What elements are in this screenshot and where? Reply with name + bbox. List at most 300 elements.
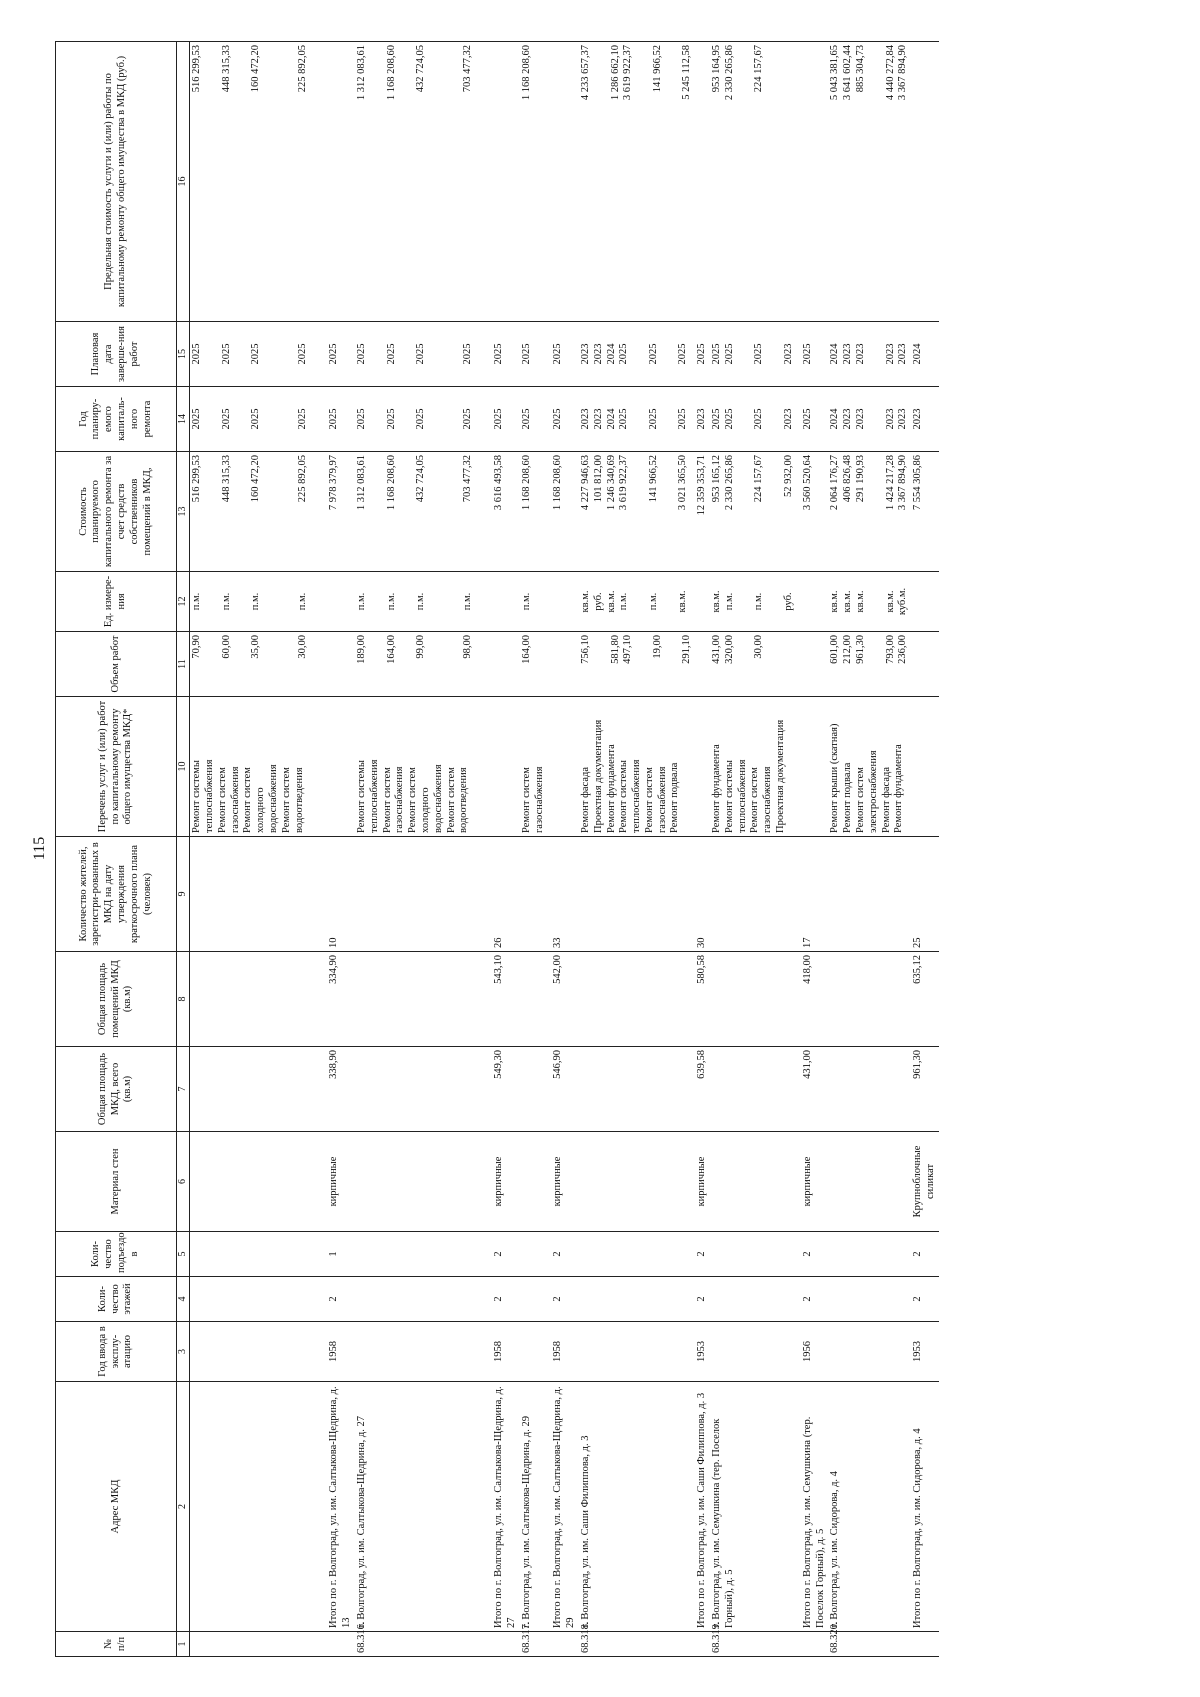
work-unit: п.м. bbox=[647, 592, 659, 611]
work-cost: 141 966,52 bbox=[647, 455, 659, 503]
line-spacer bbox=[631, 325, 648, 383]
work-cost: 2 330 265,86 bbox=[723, 455, 735, 511]
empty-cell bbox=[911, 572, 939, 632]
work-limit: 160 472,20 bbox=[250, 45, 262, 93]
line-spacer bbox=[234, 575, 251, 628]
line-spacer bbox=[661, 455, 678, 568]
line-spacer bbox=[737, 455, 754, 568]
line-spacer bbox=[445, 635, 462, 693]
work-unit: руб. bbox=[592, 592, 604, 611]
area-premises: 334,90 bbox=[327, 952, 355, 1047]
work-unit: куб.м. bbox=[897, 587, 909, 616]
line-spacer bbox=[474, 455, 491, 568]
empty-cell bbox=[911, 697, 939, 837]
work-end-date: 2025 bbox=[461, 343, 473, 365]
work-name: газоснабжения bbox=[394, 766, 406, 833]
empty-cell bbox=[190, 1047, 328, 1132]
work-name: газоснабжения bbox=[656, 766, 668, 833]
work-list bbox=[828, 697, 911, 837]
work-volume: 60,00 bbox=[220, 635, 232, 659]
work-name: Ремонт систем bbox=[216, 767, 228, 833]
work-units bbox=[520, 572, 552, 632]
total-year: 2023 bbox=[695, 387, 710, 452]
empty-cell bbox=[695, 1632, 710, 1657]
line-spacer bbox=[665, 45, 682, 318]
line-spacer bbox=[868, 45, 885, 318]
work-name: холодного bbox=[255, 787, 267, 833]
works-row bbox=[579, 42, 695, 1657]
work-name: холодного bbox=[419, 787, 431, 833]
empty-cell bbox=[828, 1132, 911, 1232]
works-row bbox=[520, 42, 552, 1657]
area-total: 639,58 bbox=[695, 1047, 710, 1132]
line-spacer bbox=[398, 45, 415, 318]
total-end-date: 2025 bbox=[492, 322, 520, 387]
work-end-dates bbox=[579, 322, 695, 387]
area-premises: 635,12 bbox=[911, 952, 939, 1047]
total-row bbox=[911, 42, 939, 1657]
work-cost: 224 157,67 bbox=[753, 455, 765, 503]
work-year: 2025 bbox=[723, 408, 735, 430]
wall-material: кирпичные bbox=[551, 1132, 579, 1232]
work-volume: 19,00 bbox=[651, 635, 663, 659]
work-unit: п.м. bbox=[461, 592, 473, 611]
wall-material: Крупноблочные силикат bbox=[911, 1132, 939, 1232]
empty-cell bbox=[695, 572, 710, 632]
column-number-cell: 10 bbox=[177, 697, 190, 837]
empty-cell bbox=[710, 1047, 801, 1132]
work-volume: 320,00 bbox=[723, 635, 735, 664]
total-row bbox=[695, 42, 710, 1657]
work-units bbox=[710, 572, 801, 632]
empty-cell bbox=[579, 837, 695, 952]
entrances: 1 bbox=[327, 1232, 355, 1277]
area-total: 549,30 bbox=[492, 1047, 520, 1132]
line-spacer bbox=[310, 635, 327, 693]
line-spacer bbox=[868, 390, 885, 448]
line-spacer bbox=[310, 455, 327, 568]
work-year: 2025 bbox=[753, 408, 765, 430]
work-volumes bbox=[190, 632, 328, 697]
line-spacer bbox=[474, 390, 491, 448]
work-volume: 581,80 bbox=[609, 635, 621, 664]
work-volume: 431,00 bbox=[711, 635, 723, 664]
empty-cell bbox=[695, 697, 710, 837]
house-record bbox=[710, 42, 828, 1657]
column-number-cell: 5 bbox=[177, 1232, 190, 1277]
line-spacer bbox=[534, 635, 551, 693]
work-unit: п.м. bbox=[355, 592, 367, 611]
line-spacer bbox=[534, 455, 551, 568]
empty-cell bbox=[710, 837, 801, 952]
work-name: водоснабжения bbox=[432, 764, 444, 833]
area-premises: 542,00 bbox=[551, 952, 579, 1047]
record-address bbox=[190, 1382, 328, 1632]
line-spacer bbox=[263, 575, 280, 628]
header-cell: Предельная стоимость услуги и (или) работы по капитальному ремонту общего имущества в МКД (руб.) bbox=[56, 42, 177, 322]
work-units bbox=[828, 572, 911, 632]
work-cost: 432 724,05 bbox=[415, 455, 427, 503]
work-name: Проектная документация bbox=[592, 719, 604, 833]
work-limit: 1 312 083,61 bbox=[355, 45, 367, 101]
entrances: 2 bbox=[801, 1232, 829, 1277]
line-spacer bbox=[766, 635, 783, 693]
work-unit: п.м. bbox=[753, 592, 765, 611]
line-spacer bbox=[445, 575, 462, 628]
total-cost: 7 554 305,86 bbox=[911, 452, 939, 572]
work-name: Ремонт подвала bbox=[842, 762, 854, 833]
line-spacer bbox=[369, 635, 386, 693]
work-name: Ремонт систем bbox=[643, 767, 655, 833]
empty-cell bbox=[190, 1232, 328, 1277]
work-limits bbox=[520, 42, 552, 322]
work-volume: 793,00 bbox=[884, 635, 896, 664]
line-spacer bbox=[661, 575, 678, 628]
column-number-cell: 16 bbox=[177, 42, 190, 322]
empty-cell bbox=[828, 952, 911, 1047]
line-spacer bbox=[398, 325, 415, 383]
total-label: Итого по г. Волгоград, ул. им. Семушкина (тер. Поселок Горный), д. 5 bbox=[801, 1382, 829, 1632]
empty-cell bbox=[579, 1277, 695, 1322]
work-cost: 2 064 176,27 bbox=[829, 455, 841, 511]
work-name: Ремонт фасада bbox=[880, 766, 892, 833]
column-number-cell: 7 bbox=[177, 1047, 190, 1132]
work-volume: 98,00 bbox=[461, 635, 473, 659]
work-volumes bbox=[520, 632, 552, 697]
works-row bbox=[355, 42, 492, 1657]
work-years bbox=[710, 387, 801, 452]
empty-cell bbox=[828, 1232, 911, 1277]
empty-cell bbox=[492, 572, 520, 632]
line-spacer bbox=[737, 635, 754, 693]
work-cost: 52 932,00 bbox=[783, 455, 795, 497]
work-units bbox=[579, 572, 695, 632]
work-volume: 291,10 bbox=[681, 635, 693, 664]
work-name: газоснабжения bbox=[762, 766, 774, 833]
header-cell: Год планиру-емого капиталь-ного ремонта bbox=[56, 387, 177, 452]
total-end-date: 2025 bbox=[801, 322, 829, 387]
work-limit: 1 286 662,10 bbox=[609, 45, 621, 101]
empty-cell bbox=[801, 697, 829, 837]
line-spacer bbox=[369, 45, 386, 318]
header-cell: Общая площадь МКД, всего (кв.м) bbox=[56, 1047, 177, 1132]
column-number-cell: 1 bbox=[177, 1632, 190, 1657]
empty-cell bbox=[355, 1047, 492, 1132]
work-name: Ремонт систем bbox=[242, 767, 254, 833]
works-row bbox=[190, 42, 328, 1657]
work-end-date: 2023 bbox=[855, 343, 867, 365]
column-number-cell: 9 bbox=[177, 837, 190, 952]
line-spacer bbox=[204, 325, 221, 383]
year-built: 1956 bbox=[801, 1322, 829, 1382]
total-row bbox=[492, 42, 520, 1657]
line-spacer bbox=[766, 575, 783, 628]
work-year: 2025 bbox=[191, 408, 203, 430]
work-name: электроснабжения bbox=[867, 750, 879, 833]
work-cost: 953 165,12 bbox=[711, 455, 723, 503]
line-spacer bbox=[428, 455, 445, 568]
total-cost: 7 978 379,97 bbox=[327, 452, 355, 572]
column-number-cell: 13 bbox=[177, 452, 190, 572]
entrances: 2 bbox=[551, 1232, 579, 1277]
work-limit: 4 440 272,84 bbox=[884, 45, 896, 101]
empty-cell bbox=[579, 1047, 695, 1132]
work-years bbox=[520, 387, 552, 452]
work-year: 2024 bbox=[605, 408, 617, 430]
work-units bbox=[355, 572, 492, 632]
line-spacer bbox=[234, 455, 251, 568]
work-cost: 1 246 340,69 bbox=[605, 455, 617, 511]
total-label: Итого по г. Волгоград, ул. им. Саши Филиппова, д. 3 bbox=[695, 1382, 710, 1632]
work-name: Ремонт систем bbox=[749, 767, 761, 833]
work-volume: 164,00 bbox=[385, 635, 397, 664]
work-limits bbox=[190, 42, 328, 322]
column-number-cell: 2 bbox=[177, 1382, 190, 1632]
line-spacer bbox=[398, 635, 415, 693]
line-spacer bbox=[661, 325, 678, 383]
empty-cell bbox=[801, 572, 829, 632]
line-spacer bbox=[766, 325, 783, 383]
work-limit: 885 304,73 bbox=[855, 45, 867, 93]
area-premises: 543,10 bbox=[492, 952, 520, 1047]
work-list bbox=[355, 697, 492, 837]
total-label: Итого по г. Волгоград, ул. им. Сидорова, д. 4 bbox=[911, 1382, 939, 1632]
work-volume: 30,00 bbox=[753, 635, 765, 659]
line-spacer bbox=[783, 635, 800, 693]
work-volume: 189,00 bbox=[355, 635, 367, 664]
header-cell: Материал стен bbox=[56, 1132, 177, 1232]
work-limit: 448 315,33 bbox=[220, 45, 232, 93]
column-number-cell: 14 bbox=[177, 387, 190, 452]
line-spacer bbox=[428, 390, 445, 448]
line-spacer bbox=[428, 325, 445, 383]
empty-cell bbox=[801, 632, 829, 697]
work-volume: 236,00 bbox=[897, 635, 909, 664]
work-end-date: 2025 bbox=[618, 343, 630, 365]
work-year: 2025 bbox=[385, 408, 397, 430]
total-cost: 1 168 208,60 bbox=[551, 452, 579, 572]
empty-cell bbox=[190, 1132, 328, 1232]
work-cost: 3 619 922,37 bbox=[618, 455, 630, 511]
work-name: теплоснабжения bbox=[203, 759, 215, 833]
total-cost: 12 359 353,71 bbox=[695, 452, 710, 572]
work-name: Ремонт систем bbox=[407, 767, 419, 833]
line-spacer bbox=[280, 45, 297, 318]
line-spacer bbox=[234, 635, 251, 693]
header-cell: Общая площадь помещений МКД (кв.м) bbox=[56, 952, 177, 1047]
work-name: теплоснабжения bbox=[736, 759, 748, 833]
work-end-dates bbox=[190, 322, 328, 387]
work-cost: 3 021 365,50 bbox=[677, 455, 689, 511]
work-end-dates bbox=[828, 322, 911, 387]
work-volume: 497,10 bbox=[622, 635, 634, 664]
work-costs bbox=[710, 452, 801, 572]
work-unit: кв.м. bbox=[677, 590, 689, 613]
line-spacer bbox=[868, 455, 885, 568]
work-list bbox=[710, 697, 801, 837]
record-number: 68.320. bbox=[828, 1632, 911, 1657]
work-year: 2025 bbox=[250, 408, 262, 430]
work-unit: п.м. bbox=[250, 592, 262, 611]
work-years bbox=[579, 387, 695, 452]
work-limit: 4 233 657,37 bbox=[579, 45, 591, 101]
work-limit: 516 299,53 bbox=[191, 45, 203, 93]
work-volumes bbox=[710, 632, 801, 697]
column-number-cell: 15 bbox=[177, 322, 190, 387]
work-year: 2023 bbox=[842, 408, 854, 430]
area-premises: 418,00 bbox=[801, 952, 829, 1047]
work-end-date: 2025 bbox=[296, 343, 308, 365]
record-number: 68.319. bbox=[710, 1632, 801, 1657]
page-number: 115 bbox=[31, 836, 48, 861]
line-spacer bbox=[445, 325, 462, 383]
work-name: Ремонт фундамента bbox=[605, 744, 617, 833]
line-spacer bbox=[398, 390, 415, 448]
line-spacer bbox=[631, 455, 648, 568]
empty-cell bbox=[492, 697, 520, 837]
line-spacer bbox=[665, 635, 682, 693]
column-number-cell: 11 bbox=[177, 632, 190, 697]
empty-cell bbox=[828, 837, 911, 952]
line-spacer bbox=[631, 390, 648, 448]
work-costs bbox=[579, 452, 695, 572]
work-unit: п.м. bbox=[415, 592, 427, 611]
work-name: Ремонт фундамента bbox=[711, 744, 723, 833]
empty-cell bbox=[492, 632, 520, 697]
work-cost: 1 424 217,28 bbox=[884, 455, 896, 511]
column-number-cell: 3 bbox=[177, 1322, 190, 1382]
line-spacer bbox=[631, 575, 648, 628]
work-volume: 30,00 bbox=[296, 635, 308, 659]
header-cell: Плановая дата заверше-ния работ bbox=[56, 322, 177, 387]
work-name: водоснабжения bbox=[267, 764, 279, 833]
entrances: 2 bbox=[911, 1232, 939, 1277]
entrances: 2 bbox=[492, 1232, 520, 1277]
work-end-date: 2025 bbox=[355, 343, 367, 365]
empty-cell bbox=[327, 572, 355, 632]
work-unit: п.м. bbox=[723, 592, 735, 611]
line-spacer bbox=[737, 390, 754, 448]
work-year: 2025 bbox=[296, 408, 308, 430]
work-year: 2025 bbox=[647, 408, 659, 430]
work-unit: кв.м. bbox=[605, 590, 617, 613]
entrances: 2 bbox=[695, 1232, 710, 1277]
line-spacer bbox=[766, 45, 783, 318]
total-end-date: 2025 bbox=[551, 322, 579, 387]
work-list bbox=[190, 697, 328, 837]
line-spacer bbox=[369, 575, 386, 628]
line-spacer bbox=[635, 45, 652, 318]
work-end-date: 2023 bbox=[783, 343, 795, 365]
work-limit: 5 043 381,65 bbox=[829, 45, 841, 101]
column-number-row bbox=[177, 42, 190, 1657]
area-total: 338,90 bbox=[327, 1047, 355, 1132]
line-spacer bbox=[280, 635, 297, 693]
header-cell: Ед. измере-ния bbox=[56, 572, 177, 632]
work-cost: 1 312 083,61 bbox=[355, 455, 367, 511]
column-number-cell: 6 bbox=[177, 1132, 190, 1232]
work-years bbox=[828, 387, 911, 452]
work-year: 2023 bbox=[783, 408, 795, 430]
work-end-dates bbox=[355, 322, 492, 387]
column-number-cell: 8 bbox=[177, 952, 190, 1047]
record-address: г. Волгоград, ул. им. Салтыкова-Щедрина, д. 27 bbox=[355, 1382, 492, 1632]
header-row bbox=[56, 42, 177, 1657]
work-name: Ремонт системы bbox=[355, 760, 367, 833]
header-cell: Перечень услуг и (или) работ по капитальному ремонту общего имущества МКД* bbox=[56, 697, 177, 837]
empty-cell bbox=[520, 1322, 552, 1382]
header-cell: Объем работ bbox=[56, 632, 177, 697]
total-row bbox=[551, 42, 579, 1657]
line-spacer bbox=[445, 455, 462, 568]
line-spacer bbox=[428, 635, 445, 693]
work-year: 2025 bbox=[415, 408, 427, 430]
empty-cell bbox=[355, 1277, 492, 1322]
header-cell: Год ввода в эксплу-атацию bbox=[56, 1322, 177, 1382]
empty-cell bbox=[551, 42, 579, 322]
work-end-date: 2023 bbox=[592, 343, 604, 365]
work-year: 2025 bbox=[618, 408, 630, 430]
work-limit: 141 966,52 bbox=[651, 45, 663, 93]
work-name: газоснабжения bbox=[229, 766, 241, 833]
work-year: 2025 bbox=[355, 408, 367, 430]
line-spacer bbox=[428, 575, 445, 628]
floors: 2 bbox=[801, 1277, 829, 1322]
empty-cell bbox=[710, 1322, 801, 1382]
work-year: 2024 bbox=[829, 408, 841, 430]
work-end-date: 2025 bbox=[250, 343, 262, 365]
empty-cell bbox=[327, 42, 355, 322]
work-end-date: 2025 bbox=[753, 343, 765, 365]
empty-cell bbox=[190, 837, 328, 952]
total-year: 2025 bbox=[551, 387, 579, 452]
work-list bbox=[579, 697, 695, 837]
line-spacer bbox=[474, 45, 491, 318]
work-year: 2023 bbox=[592, 408, 604, 430]
wall-material: кирпичные bbox=[327, 1132, 355, 1232]
work-cost: 703 477,32 bbox=[461, 455, 473, 503]
line-spacer bbox=[280, 455, 297, 568]
work-volumes bbox=[828, 632, 911, 697]
area-total: 961,30 bbox=[911, 1047, 939, 1132]
empty-cell bbox=[520, 1132, 552, 1232]
work-end-date: 2023 bbox=[579, 343, 591, 365]
line-spacer bbox=[737, 325, 754, 383]
area-total: 431,00 bbox=[801, 1047, 829, 1132]
column-number-cell: 12 bbox=[177, 572, 190, 632]
work-cost: 4 227 946,63 bbox=[579, 455, 591, 511]
work-volume: 212,00 bbox=[842, 635, 854, 664]
line-spacer bbox=[280, 575, 297, 628]
house-record bbox=[579, 42, 710, 1657]
empty-cell bbox=[355, 1322, 492, 1382]
line-spacer bbox=[204, 455, 221, 568]
line-spacer bbox=[369, 455, 386, 568]
empty-cell bbox=[327, 1632, 355, 1657]
line-spacer bbox=[445, 45, 462, 318]
total-label: Итого по г. Волгоград, ул. им. Салтыкова-Щедрина, д. 27 bbox=[492, 1382, 520, 1632]
line-spacer bbox=[661, 390, 678, 448]
total-end-date: 2025 bbox=[695, 322, 710, 387]
work-unit: п.м. bbox=[296, 592, 308, 611]
line-spacer bbox=[398, 455, 415, 568]
empty-cell bbox=[355, 952, 492, 1047]
house-record bbox=[828, 42, 938, 1657]
work-limit: 3 619 922,37 bbox=[622, 45, 634, 101]
work-volume: 35,00 bbox=[250, 635, 262, 659]
line-spacer bbox=[310, 325, 327, 383]
work-name: водоотведения bbox=[293, 767, 305, 833]
